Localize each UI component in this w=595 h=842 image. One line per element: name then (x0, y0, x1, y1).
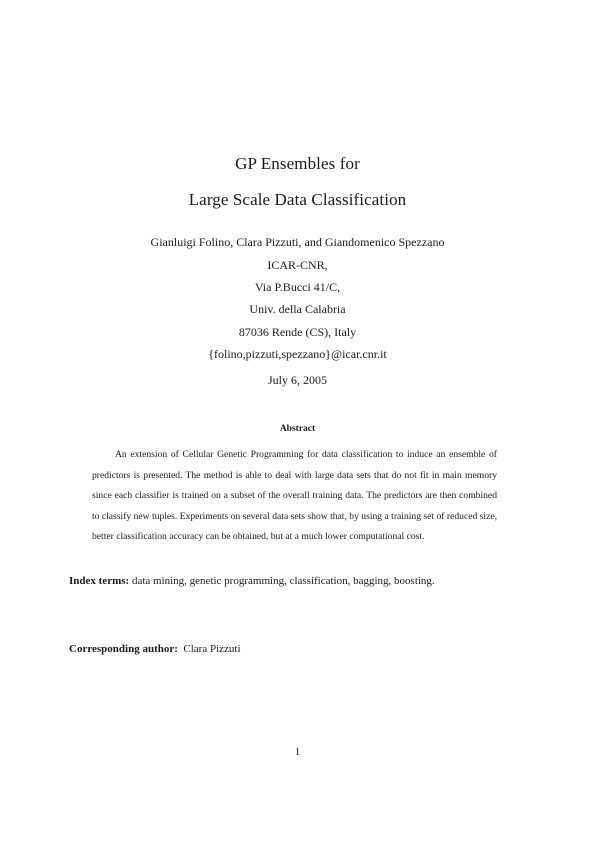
title-line-1: GP Ensembles for (235, 154, 360, 173)
affiliation-line-2: Via P.Bucci 41/C, (254, 280, 341, 294)
abstract-text: An extension of Cellular Genetic Programming for data classification to induce an ensemble of predictors is presented. The method is able to deal with large data sets that do not fit in main memory since each classifier is trained on a subset of the overall training data. The predictors are then combined to classify new tuples. Experiments on several data sets show that, by using a training set of reduced size, better classification accuracy can be obtained, but at a much lower computational cost. (92, 449, 497, 542)
corresponding-author-name: Clara Pizzuti (183, 643, 241, 655)
title-line-2: Large Scale Data Classification (188, 190, 407, 209)
index-terms-text: data mining, genetic programming, classification, bagging, boosting. (131, 575, 435, 587)
authors: Gianluigi Folino, Clara Pizzuti, and Giandomenico Spezzano (150, 235, 445, 249)
corresponding-author-label: Corresponding author: (69, 643, 178, 655)
index-terms-label: Index terms: (69, 575, 130, 587)
page-number: 1 (294, 746, 301, 758)
affiliation-line-3: Univ. della Calabria (249, 302, 346, 316)
affiliation-email: {folino,pizzuti,spezzano}@icar.cnr.it (208, 347, 387, 361)
affiliation-line-1: ICAR-CNR, (267, 258, 328, 272)
corresponding-author (69, 642, 539, 656)
abstract-heading: Abstract (279, 424, 316, 434)
index-terms (69, 574, 539, 588)
paper-date: July 6, 2005 (267, 373, 327, 387)
affiliation-line-4: 87036 Rende (CS), Italy (238, 325, 357, 339)
